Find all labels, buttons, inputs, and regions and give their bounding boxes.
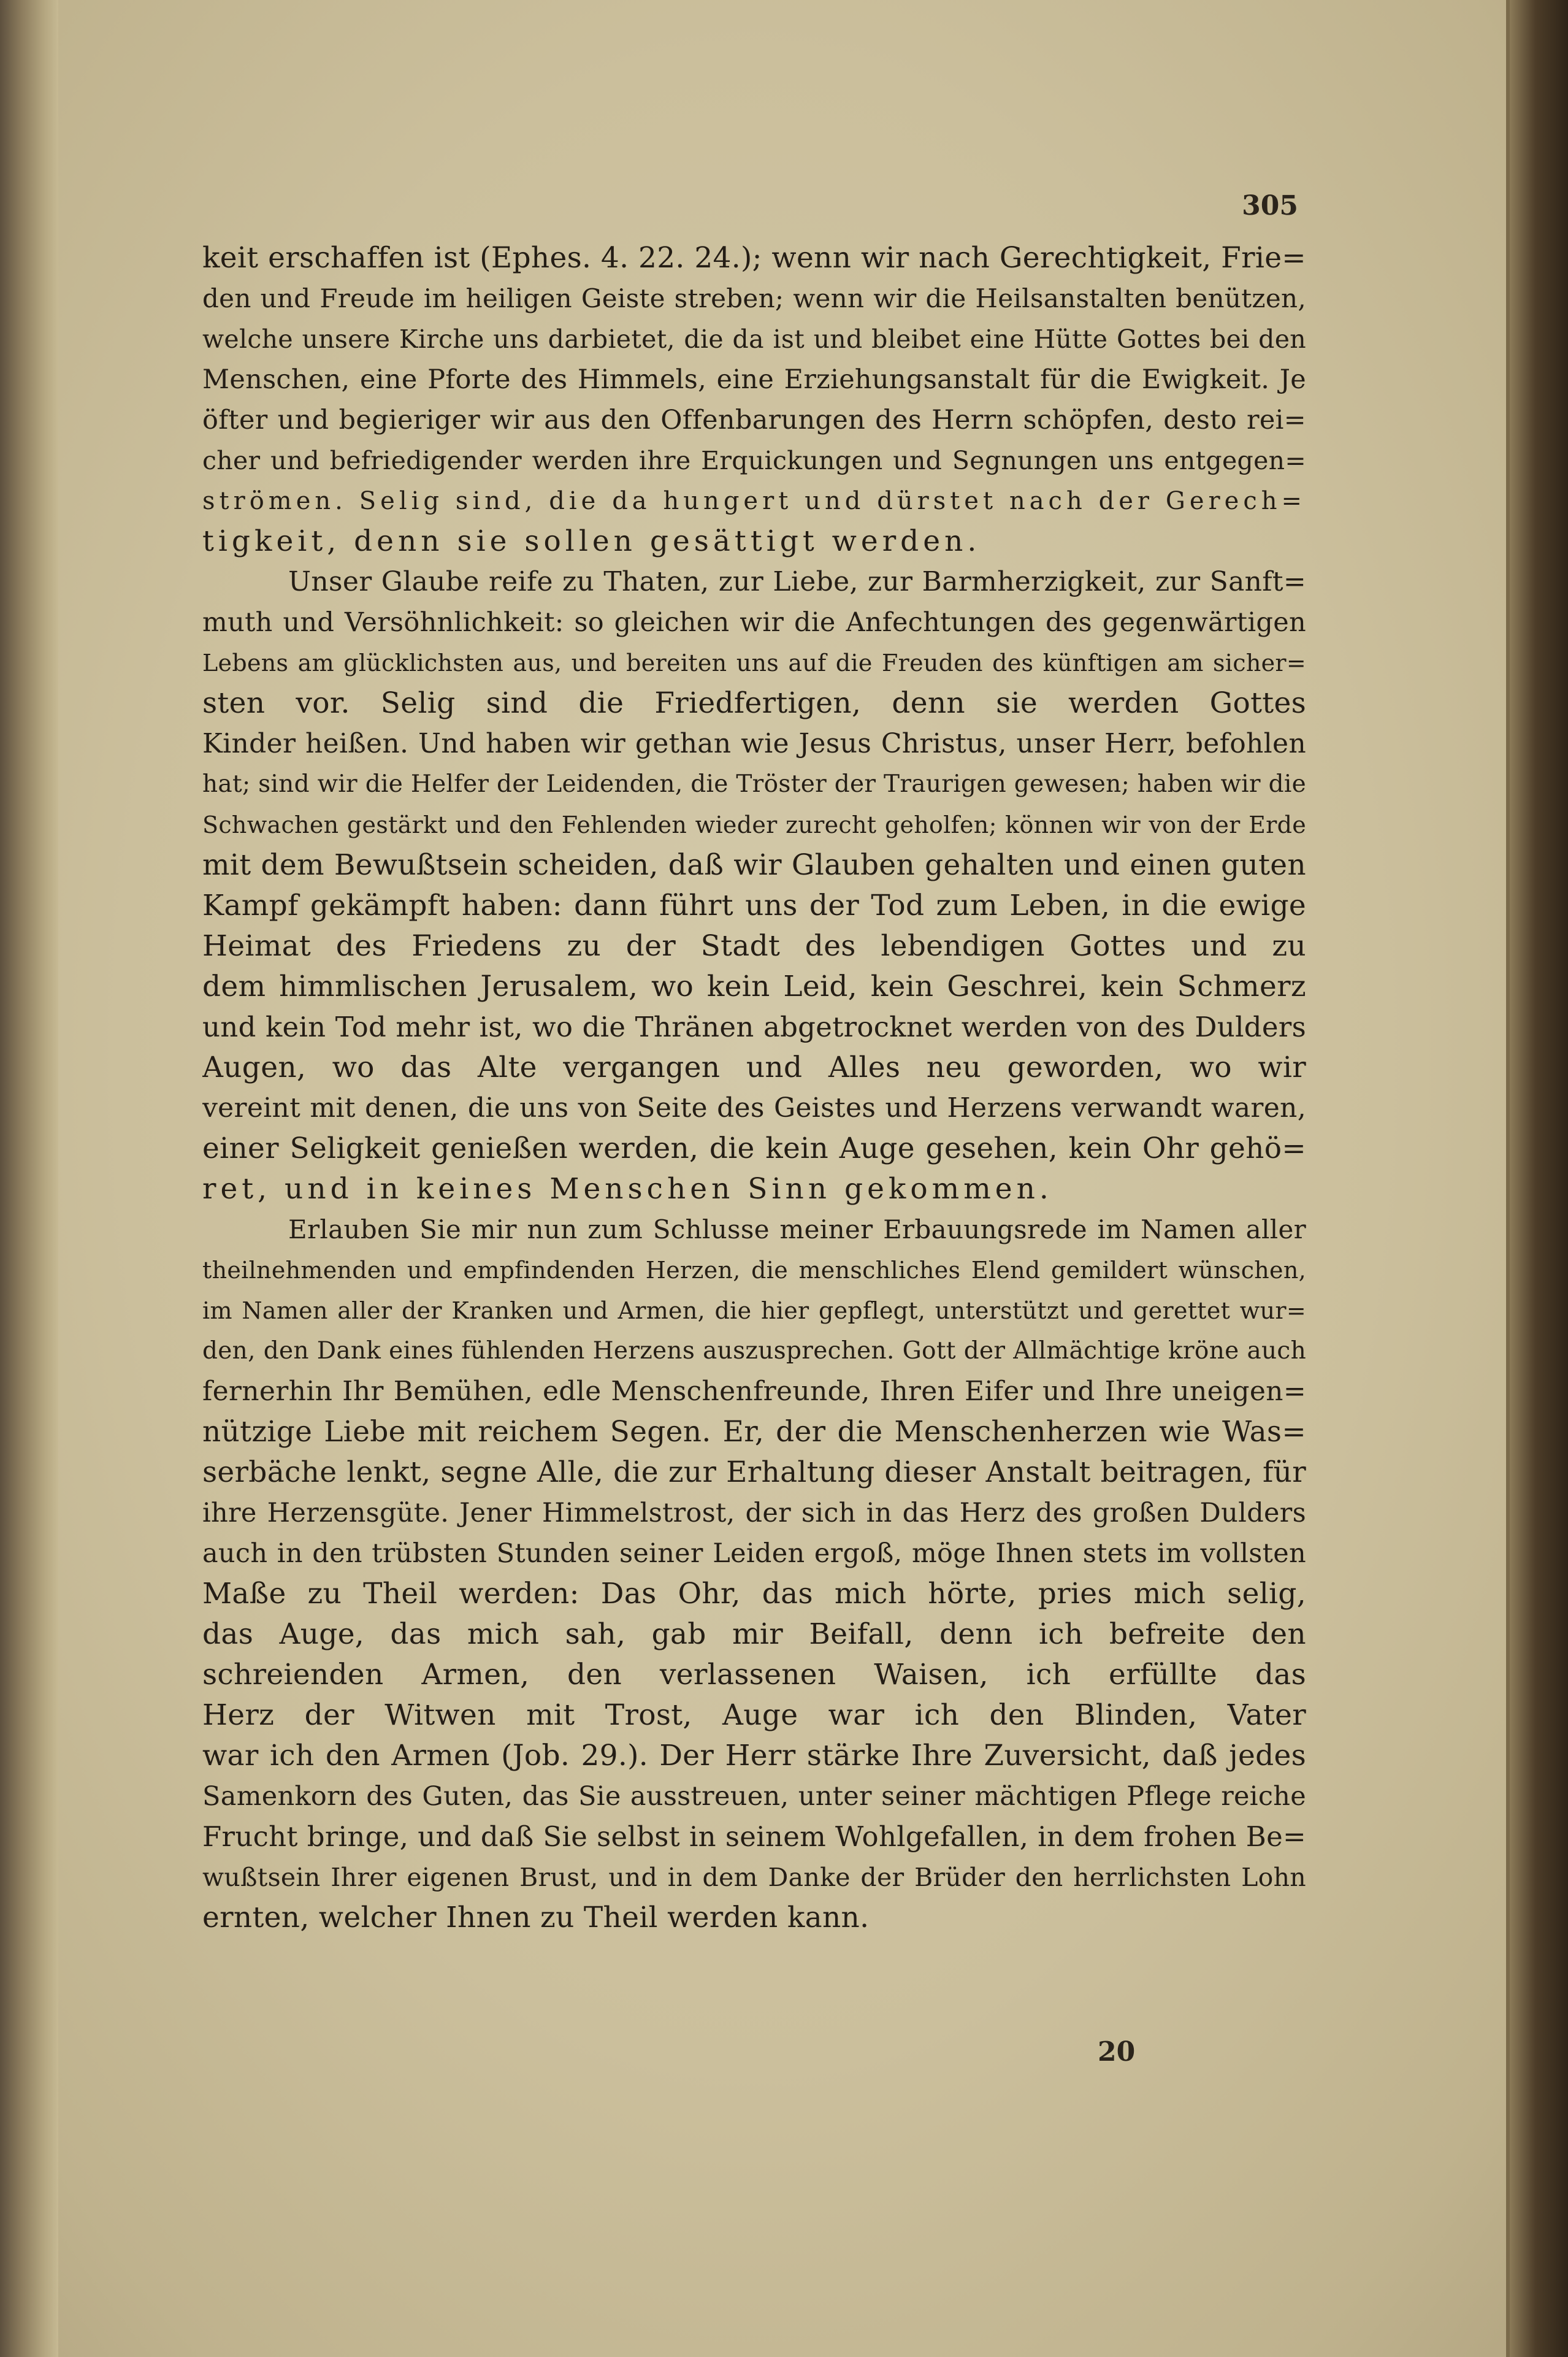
text-line: ernten, welcher Ihnen zu Theil werden kann. [202, 1901, 870, 1934]
text-line: fernerhin Ihr Bemühen, edle Menschenfreunde, Ihren Eifer und Ihre uneigen= [202, 1376, 1306, 1407]
paragraph-3 [202, 1209, 1306, 1938]
text-line: öfter und begieriger wir aus den Offenbarungen des Herrn schöpfen, desto rei= [202, 405, 1306, 435]
text-line: keit erschaffen ist (Ephes. 4. 22. 24.); wenn wir nach Gerechtigkeit, Frie= [202, 241, 1306, 275]
text-line: war ich den Armen (Job. 29.). Der Herr stärke Ihre Zuversicht, daß jedes [202, 1739, 1306, 1773]
text-line: und kein Tod mehr ist, wo die Thränen abgetrocknet werden von des Dulders [202, 1011, 1306, 1043]
text-line: einer Seligkeit genießen werden, die kein Auge gesehen, kein Ohr gehö= [202, 1132, 1306, 1165]
text-line: ret, und in keines Menschen Sinn gekommen. [202, 1172, 1053, 1206]
text-line: ihre Herzensgüte. Jener Himmelstrost, der sich in das Herz des großen Dulders [202, 1498, 1306, 1528]
text-line: Erlauben Sie mir nun zum Schlusse meiner Erbauungsrede im Namen aller [288, 1214, 1306, 1244]
text-line: cher und befriedigender werden ihre Erquickungen und Segnungen uns entgegen= [202, 446, 1306, 475]
text-line: tigkeit, denn sie sollen gesättigt werden. [202, 524, 981, 558]
book-edge [1510, 0, 1568, 2357]
text-line: Kampf gekämpft haben: dann führt uns der Tod zum Leben, in die ewige [202, 889, 1306, 922]
text-line: Schwachen gestärkt und den Fehlenden wieder zurecht geholfen; können wir von der Erde [202, 811, 1306, 838]
text-line: mit dem Bewußtsein scheiden, daß wir Glauben gehalten und einen guten [202, 848, 1306, 882]
text-line: Augen, wo das Alte vergangen und Alles neu geworden, wo wir [202, 1051, 1306, 1084]
text-line: Samenkorn des Guten, das Sie ausstreuen, unter seiner mächtigen Pflege reiche [202, 1781, 1306, 1812]
text-body [202, 238, 1306, 1938]
text-line: strömen. Selig sind, die da hungert und dürstet nach der Gerech= [202, 487, 1306, 515]
text-line: nützige Liebe mit reichem Segen. Er, der die Menschenherzen wie Was= [202, 1415, 1306, 1449]
text-line: Kinder heißen. Und haben wir gethan wie Jesus Christus, unser Herr, befohlen [202, 728, 1306, 759]
text-line: Menschen, eine Pforte des Himmels, eine Erziehungsanstalt für die Ewigkeit. Je [202, 364, 1306, 395]
text-line: Heimat des Friedens zu der Stadt des lebendigen Gottes und zu [202, 929, 1306, 963]
page-number: 305 [1242, 190, 1298, 221]
text-line: Herz der Witwen mit Trost, Auge war ich den Blinden, Vater [202, 1698, 1306, 1732]
text-line: Frucht bringe, und daß Sie selbst in seinem Wohlgefallen, in dem frohen Be= [202, 1820, 1306, 1853]
text-line: hat; sind wir die Helfer der Leidenden, die Tröster der Traurigen gewesen; haben wir die [202, 770, 1306, 798]
text-line: wußtsein Ihrer eigenen Brust, und in dem Danke der Brüder den herrlichsten Lohn [202, 1863, 1306, 1892]
text-line: serbäche lenkt, segne Alle, die zur Erhaltung dieser Anstalt beitragen, für [202, 1455, 1306, 1489]
paragraph-1 [202, 238, 1306, 562]
text-line: Lebens am glücklichsten aus, und bereiten uns auf die Freuden des künftigen am sicher= [202, 650, 1306, 676]
text-line: Maße zu Theil werden: Das Ohr, das mich hörte, pries mich selig, [202, 1577, 1306, 1611]
text-line: sten vor. Selig sind die Friedfertigen, denn sie werden Gottes [202, 686, 1306, 720]
book-gutter [0, 0, 58, 2357]
text-line: schreienden Armen, den verlassenen Waisen, ich erfüllte das [202, 1658, 1306, 1692]
text-line: theilnehmenden und empfindenden Herzen, die menschliches Elend gemildert wünschen, [202, 1257, 1306, 1284]
text-line: vereint mit denen, die uns von Seite des Geistes und Herzens verwandt waren, [202, 1092, 1306, 1124]
text-line: auch in den trübsten Stunden seiner Leiden ergoß, möge Ihnen stets im vollsten [202, 1538, 1306, 1569]
text-line: den, den Dank eines fühlenden Herzens auszusprechen. Gott der Allmächtige kröne auch [202, 1337, 1306, 1365]
text-line: Unser Glaube reife zu Thaten, zur Liebe, zur Barmherzigkeit, zur Sanft= [288, 566, 1306, 597]
signature-mark: 20 [1098, 2036, 1136, 2068]
text-line: den und Freude im heiligen Geiste streben; wenn wir die Heilsanstalten benützen, [202, 283, 1306, 313]
text-line: dem himmlischen Jerusalem, wo kein Leid, kein Geschrei, kein Schmerz [202, 970, 1306, 1003]
text-line: im Namen aller der Kranken und Armen, die hier gepflegt, unterstützt und gerettet wur= [202, 1297, 1306, 1324]
text-line: das Auge, das mich sah, gab mir Beifall, denn ich befreite den [202, 1617, 1306, 1651]
text-line: muth und Versöhnlichkeit: so gleichen wir die Anfechtungen des gegenwärtigen [202, 607, 1306, 638]
text-line: welche unsere Kirche uns darbietet, die da ist und bleibet eine Hütte Gottes bei den [202, 324, 1306, 354]
paragraph-2 [202, 562, 1306, 1209]
